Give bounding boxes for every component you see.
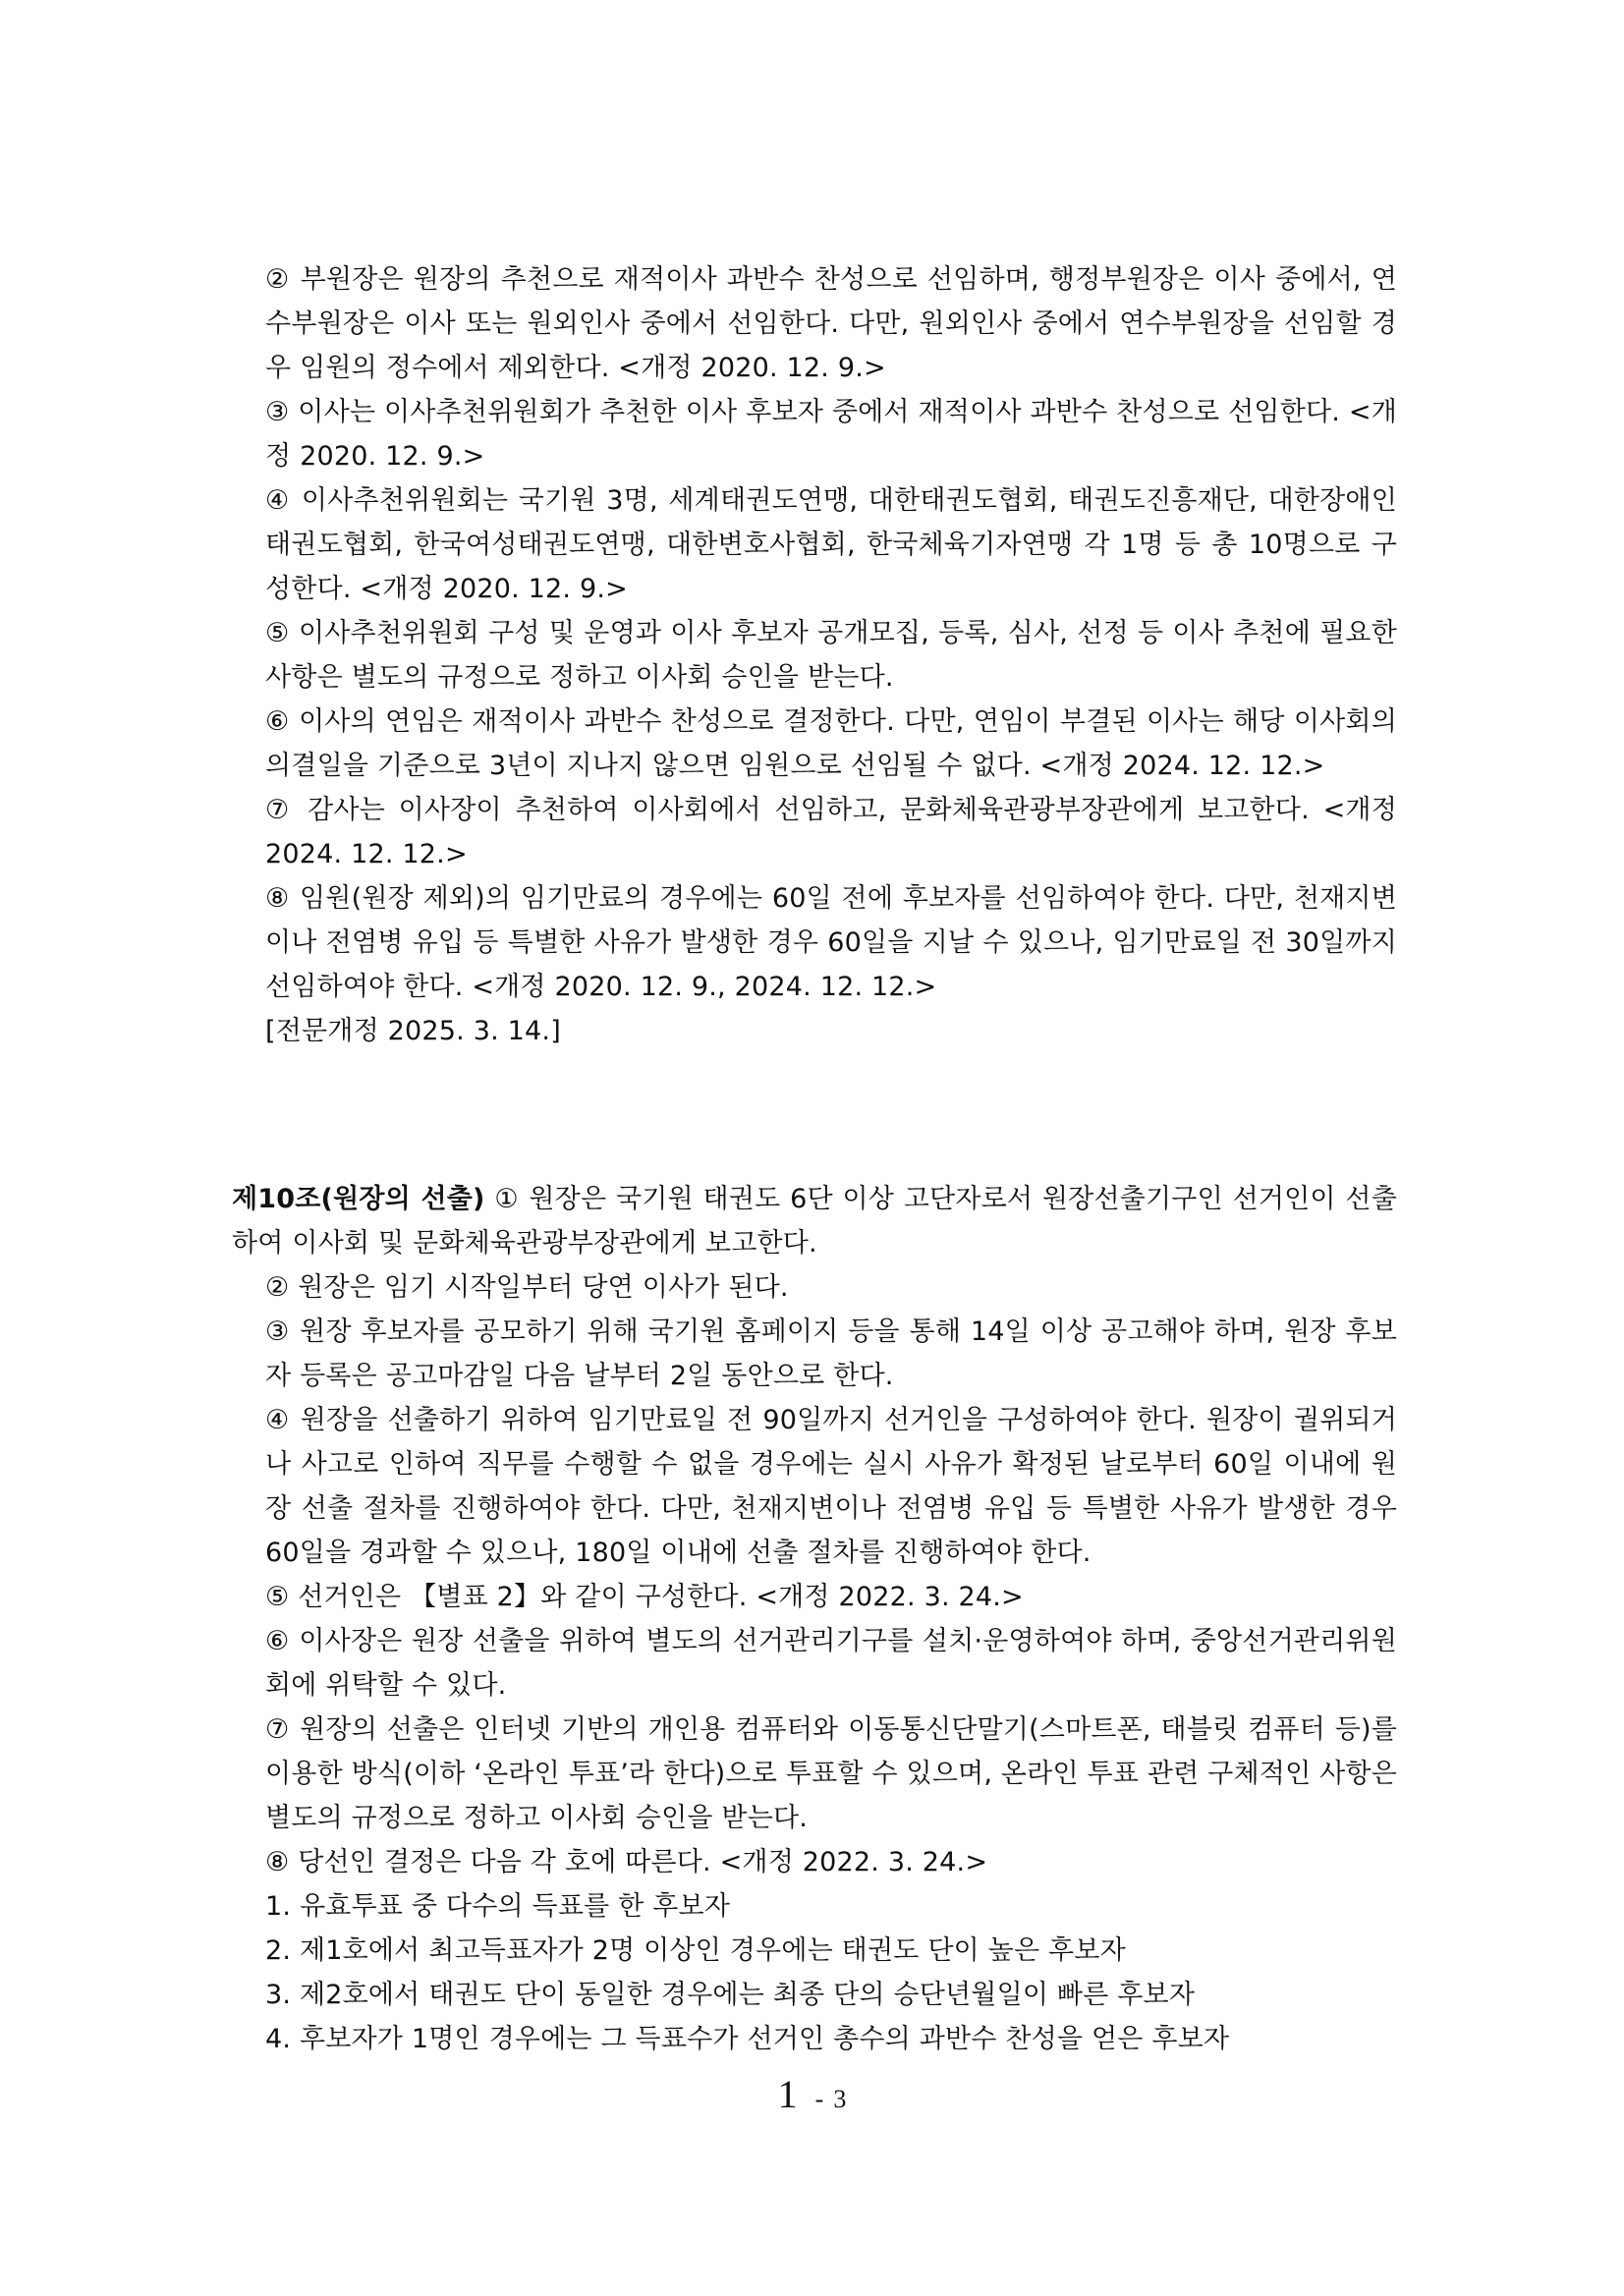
paragraph-8: ⑧ 임원(원장 제외)의 임기만료의 경우에는 60일 전에 후보자를 선임하여야 한다. 다만, 천재지변이나 전염병 유입 등 특별한 사유가 발생한 경우 60일을 지날 수 있으나, 임기만료일 전 30일까지 선임하여야 한다. <개정 2020. 12. 9., 2024. 12. 12.> xyxy=(265,883,1397,1002)
article-heading: 제10조(원장의 선출) xyxy=(232,1184,485,1214)
paragraph-4: ④ 원장을 선출하기 위하여 임기만료일 전 90일까지 선거인을 구성하여야 한다. 원장이 궐위되거나 사고로 인하여 직무를 수행할 수 없을 경우에는 실시 사유가 확정된 날로부터 60일 이내에 원장 선출 절차를 진행하여야 한다. 다만, 천재지변이나 전염병 유입 등 특별한 사유가 발생한 경우 60일을 경과할 수 있으나, 180일 이내에 선출 절차를 진행하여야 한다. xyxy=(265,1405,1397,1568)
paragraph-5: ⑤ 이사추천위원회 구성 및 운영과 이사 후보자 공개모집, 등록, 심사, 선정 등 이사 추천에 필요한 사항은 별도의 규정으로 정하고 이사회 승인을 받는다. xyxy=(265,618,1397,693)
page-number-separator: - xyxy=(814,2085,824,2113)
page-number-main: 1 xyxy=(777,2072,798,2116)
paragraph-2: ② 원장은 임기 시작일부터 당연 이사가 된다. xyxy=(265,1272,789,1303)
paragraph-3: ③ 이사는 이사추천위원회가 추천한 이사 후보자 중에서 재적이사 과반수 찬성으로 선임한다. <개정 2020. 12. 9.> xyxy=(265,397,1397,472)
list-item-2: 2. 제1호에서 최고득표자가 2명 이상인 경우에는 태권도 단이 높은 후보자 xyxy=(265,1935,1126,1966)
list-item-3: 3. 제2호에서 태권도 단이 동일한 경우에는 최종 단의 승단년월일이 빠른 후보자 xyxy=(265,1980,1196,2010)
paragraph-7: ⑦ 원장의 선출은 인터넷 기반의 개인용 컴퓨터와 이동통신단말기(스마트폰, 태블릿 컴퓨터 등)를 이용한 방식(이하 ‘온라인 투표’라 한다)으로 투표할 수 있으며, 온라인 투표 관련 구체적인 사항은 별도의 규정으로 정하고 이사회 승인을 받는다. xyxy=(265,1714,1397,1833)
article-10 xyxy=(232,1177,1397,2061)
article-9-continuation xyxy=(265,257,1397,1053)
article-10-first-paragraph xyxy=(232,1177,1397,1265)
paragraph-7: ⑦ 감사는 이사장이 추천하여 이사회에서 선임하고, 문화체육관광부장관에게 보고한다. <개정 2024. 12. 12.> xyxy=(265,795,1397,869)
paragraph-4: ④ 이사추천위원회는 국기원 3명, 세계태권도연맹, 대한태권도협회, 태권도진흥재단, 대한장애인태권도협회, 한국여성태권도연맹, 대한변호사협회, 한국체육기자연맹 각 1명 등 총 10명으로 구성한다. <개정 2020. 12. 9.> xyxy=(265,485,1397,604)
paragraph-6: ⑥ 이사의 연임은 재적이사 과반수 찬성으로 결정한다. 다만, 연임이 부결된 이사는 해당 이사회의 의결일을 기준으로 3년이 지나지 않으면 임원으로 선임될 수 없다. <개정 2024. 12. 12.> xyxy=(265,706,1397,781)
revision-note: [전문개정 2025. 3. 14.] xyxy=(265,1016,561,1046)
paragraph-8: ⑧ 당선인 결정은 다음 각 호에 따른다. <개정 2022. 3. 24.> xyxy=(265,1847,988,1877)
paragraph-6: ⑥ 이사장은 원장 선출을 위하여 별도의 선거관리기구를 설치·운영하여야 하며, 중앙선거관리위원회에 위탁할 수 있다. xyxy=(265,1626,1397,1701)
list-item-4: 4. 후보자가 1명인 경우에는 그 득표수가 선거인 총수의 과반수 찬성을 얻은 후보자 xyxy=(265,2024,1230,2054)
page-number-sub: 3 xyxy=(833,2085,847,2113)
paragraph-5: ⑤ 선거인은 【별표 2】와 같이 구성한다. <개정 2022. 3. 24.> xyxy=(265,1582,1024,1612)
paragraph-2: ② 부원장은 원장의 추천으로 재적이사 과반수 찬성으로 선임하며, 행정부원장은 이사 중에서, 연수부원장은 이사 또는 원외인사 중에서 선임한다. 다만, 원외인사 중에서 연수부원장을 선임할 경우 임원의 정수에서 제외한다. <개정 2020. 12. 9.> xyxy=(265,264,1397,383)
page-footer xyxy=(0,2071,1624,2117)
list-item-1: 1. 유효투표 중 다수의 득표를 한 후보자 xyxy=(265,1891,731,1922)
paragraph-3: ③ 원장 후보자를 공모하기 위해 국기원 홈페이지 등을 통해 14일 이상 공고해야 하며, 원장 후보자 등록은 공고마감일 다음 날부터 2일 동안으로 한다. xyxy=(265,1316,1397,1391)
paragraph-1: ① 원장은 국기원 태권도 6단 이상 고단자로서 원장선출기구인 선거인이 선출하여 이사회 및 문화체육관광부장관에게 보고한다. xyxy=(232,1184,1397,1259)
